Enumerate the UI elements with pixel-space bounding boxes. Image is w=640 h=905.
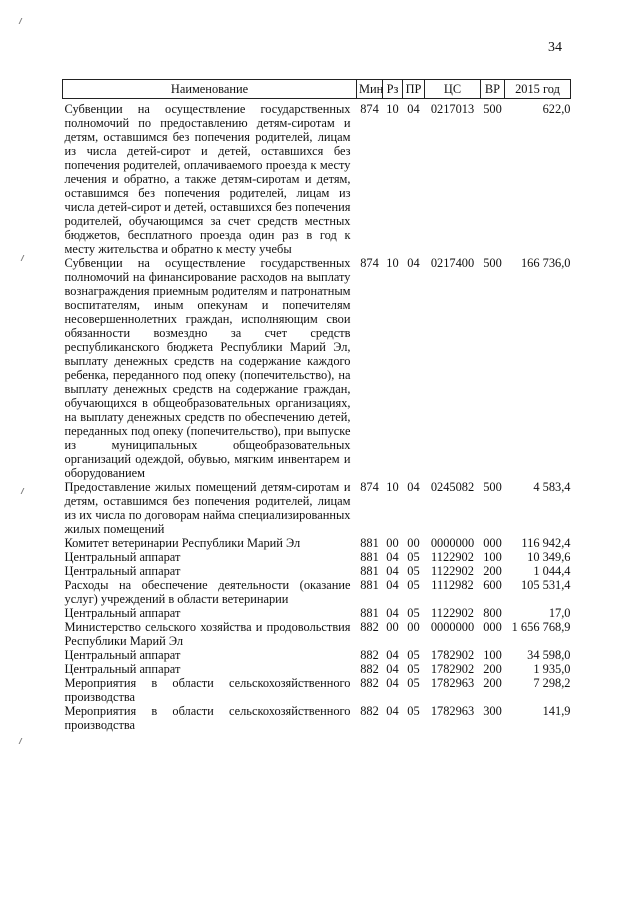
row-amount: 34 598,0	[527, 648, 571, 662]
row-min: 882	[360, 704, 379, 718]
row-amount: 166 736,0	[520, 256, 571, 270]
row-pr: 05	[407, 606, 420, 620]
row-vr: 200	[483, 676, 502, 690]
scan-margin-mark	[21, 255, 29, 261]
row-cs: 1122902	[431, 564, 474, 578]
table-row	[63, 256, 571, 480]
row-rz: 04	[386, 676, 399, 690]
row-pr: 00	[407, 536, 420, 550]
row-rz: 10	[386, 102, 399, 116]
row-name: Центральный аппарат	[64, 564, 181, 578]
row-rz: 10	[386, 480, 399, 494]
header-cs: ЦС	[425, 80, 481, 99]
row-amount: 116 942,4	[521, 536, 571, 550]
row-cs: 0000000	[430, 536, 475, 550]
table-row	[63, 648, 571, 662]
row-pr: 05	[407, 662, 420, 676]
budget-table	[62, 79, 571, 732]
row-vr: 100	[483, 648, 502, 662]
row-name: Предоставление жилых помещений детям-сиротам и детям, оставшимся без попечения родителей, лицам из их числа по договорам найма специализированных жилых помещений	[64, 480, 351, 536]
row-vr: 000	[483, 536, 502, 550]
row-rz: 04	[386, 564, 399, 578]
row-rz: 04	[386, 648, 399, 662]
row-rz: 04	[386, 606, 399, 620]
row-amount: 105 531,4	[520, 578, 571, 592]
row-vr: 300	[483, 704, 502, 718]
scan-margin-mark	[19, 738, 27, 744]
row-name: Мероприятия в области сельскохозяйственного производства	[64, 676, 351, 704]
row-vr: 200	[483, 662, 502, 676]
row-pr: 00	[407, 620, 420, 634]
row-amount: 622,0	[542, 102, 571, 116]
row-vr: 500	[483, 480, 502, 494]
table-row	[63, 704, 571, 732]
row-min: 874	[360, 480, 379, 494]
row-amount: 1 044,4	[533, 564, 571, 578]
row-rz: 04	[386, 704, 399, 718]
table-row	[63, 620, 571, 648]
row-rz: 00	[386, 536, 399, 550]
table-row	[63, 536, 571, 550]
row-cs: 1782902	[430, 648, 475, 662]
row-pr: 04	[407, 102, 420, 116]
row-rz: 00	[386, 620, 399, 634]
row-rz: 04	[386, 550, 399, 564]
row-vr: 800	[483, 606, 502, 620]
row-name: Расходы на обеспечение деятельности (оказание услуг) учреждений в области ветеринарии	[64, 578, 351, 606]
table-row	[63, 99, 571, 257]
row-amount: 7 298,2	[533, 676, 571, 690]
row-name: Центральный аппарат	[64, 606, 181, 620]
table-row	[63, 676, 571, 704]
header-rz: Рз	[383, 80, 403, 99]
row-cs: 1112982	[431, 578, 474, 592]
row-pr: 04	[407, 480, 420, 494]
row-min: 882	[360, 620, 379, 634]
row-min: 874	[360, 102, 379, 116]
header-vr: ВР	[481, 80, 505, 99]
row-name: Министерство сельского хозяйства и продовольствия Республики Марий Эл	[64, 620, 351, 648]
header-year: 2015 год	[505, 80, 571, 99]
row-vr: 500	[483, 256, 502, 270]
row-cs: 0245082	[430, 480, 475, 494]
row-vr: 000	[483, 620, 502, 634]
table-row	[63, 564, 571, 578]
row-amount: 17,0	[548, 606, 571, 620]
row-rz: 10	[386, 256, 399, 270]
row-cs: 0000000	[430, 620, 475, 634]
scan-margin-mark	[19, 18, 27, 24]
table-body	[63, 99, 571, 733]
row-name: Субвенции на осуществление государственных полномочий по предоставлению детям-сиротам и детям, оставшимся без попечения родителей, лицам из числа детей-сирот и детей, оставшихся без попечения родителей, оплачиваемого проезда к месту лечения и обратно, а также детям-сиротам и детям, оставшимся без попечения родителей, лицам из числа детей-сирот и детей, оставшихся без попечения родителей, обучающимся за счет средств местных бюджетов, бесплатного проезда один раз в год к месту жительства и обратно к месту учебы	[64, 102, 351, 256]
row-amount: 141,9	[542, 704, 571, 718]
table-header-row	[63, 80, 571, 99]
row-min: 881	[360, 578, 379, 592]
row-amount: 1 935,0	[533, 662, 571, 676]
table-row	[63, 550, 571, 564]
row-pr: 05	[407, 676, 420, 690]
row-name: Субвенции на осуществление государственных полномочий на финансирование расходов на выплату вознаграждения приемным родителям и патронатным воспитателям, иным опекунам и попечителям несовершеннолетних граждан, исполняющим свои обязанности возмездно за счет средств республиканского бюджета Республики Марий Эл, выплату денежных средств на содержание каждого ребенка, переданного под опеку (попечительство), на выплату денежных средств на содержание граждан, обучающихся в общеобразовательных организациях, на выплату денежных средств по обеспечению детей, переданных под опеку (попечительство), при выпуске из муниципальных общеобразовательных организаций одеждой, обувью, мягким инвентарем и оборудованием	[64, 256, 351, 480]
scan-margin-mark	[21, 488, 29, 494]
row-vr: 600	[483, 578, 502, 592]
row-pr: 05	[407, 550, 420, 564]
row-cs: 1782902	[430, 662, 475, 676]
row-name: Комитет ветеринарии Республики Марий Эл	[64, 536, 301, 550]
row-min: 874	[360, 256, 379, 270]
header-name: Наименование	[63, 80, 357, 99]
row-name: Центральный аппарат	[64, 550, 181, 564]
header-pr: ПР	[403, 80, 425, 99]
row-min: 882	[360, 662, 379, 676]
row-rz: 04	[386, 578, 399, 592]
row-name: Центральный аппарат	[64, 648, 181, 662]
header-min: Мин	[357, 80, 383, 99]
page-number: 34	[548, 40, 562, 55]
row-cs: 1782963	[430, 704, 475, 718]
row-name: Центральный аппарат	[64, 662, 181, 676]
table-row	[63, 606, 571, 620]
row-min: 882	[360, 676, 379, 690]
row-min: 881	[360, 606, 379, 620]
row-pr: 05	[407, 704, 420, 718]
row-cs: 0217013	[430, 102, 475, 116]
row-pr: 05	[407, 578, 420, 592]
row-cs: 1122902	[431, 550, 474, 564]
row-amount: 4 583,4	[533, 480, 571, 494]
row-cs: 0217400	[430, 256, 475, 270]
row-min: 881	[360, 536, 379, 550]
row-min: 881	[360, 564, 379, 578]
row-amount: 1 656 768,9	[511, 620, 571, 634]
row-vr: 200	[483, 564, 502, 578]
table-row	[63, 578, 571, 606]
row-rz: 04	[386, 662, 399, 676]
row-vr: 100	[483, 550, 502, 564]
table-row	[63, 662, 571, 676]
row-cs: 1782963	[430, 676, 475, 690]
row-vr: 500	[483, 102, 502, 116]
row-min: 881	[360, 550, 379, 564]
row-cs: 1122902	[431, 606, 474, 620]
table-row	[63, 480, 571, 536]
row-min: 882	[360, 648, 379, 662]
row-pr: 04	[407, 256, 420, 270]
row-amount: 10 349,6	[527, 550, 571, 564]
row-pr: 05	[407, 564, 420, 578]
row-name: Мероприятия в области сельскохозяйственного производства	[64, 704, 351, 732]
row-pr: 05	[407, 648, 420, 662]
